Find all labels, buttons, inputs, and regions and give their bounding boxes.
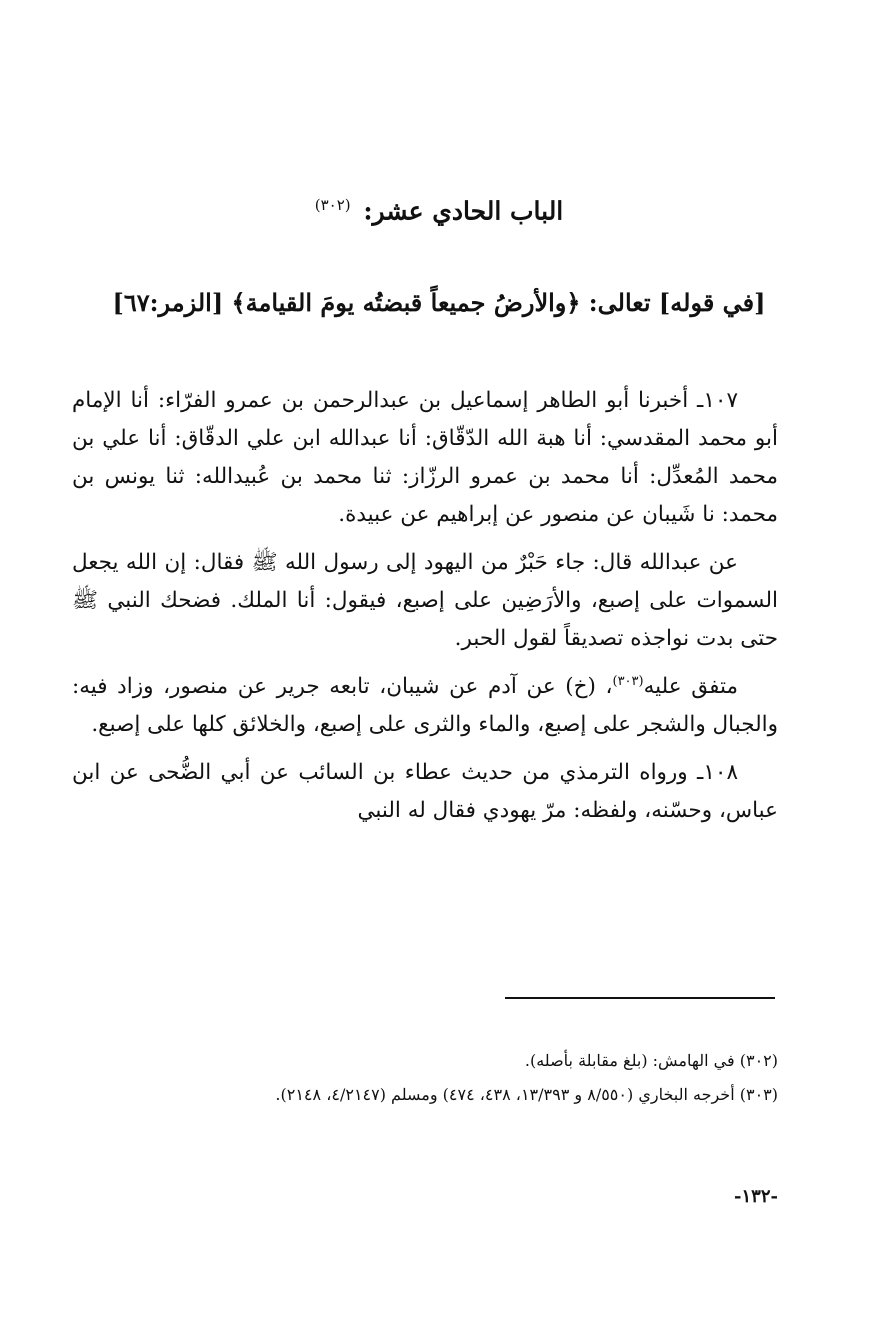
takhrij-text-end: ، (خ) عن آدم عن شيبان، تابعه جرير عن منصور، وزاد فيه: والجبال والشجر على إصبع، والماء والثرى على إصبع، والخلائق كلها على إصبع. [72,674,778,737]
hadith-paragraph: ١٠٧ـ أخبرنا أبو الطاهر إسماعيل بن عبدالرحمن بن عمرو الفرّاء: أنا الإمام أبو محمد المقدسي: أنا هبة الله الدّقّاق: أنا عبدالله ابن علي الدقّاق: أنا علي بن محمد المُعدِّل: أنا محمد بن عمرو الرزّاز: ثنا محمد بن عُبيدالله: ثنا يونس بن محمد: نا شَيبان عن منصور عن إبراهيم عن عبيدة. [72,388,778,527]
footnotes [104,1044,778,1112]
hadith-paragraph: عن عبدالله قال: جاء حَبْرٌ من اليهود إلى رسول الله ﷺ فقال: إن الله يجعل السموات على إصبع، والأرَضِين على إصبع، فيقول: أنا الملك. فضحك النبي ﷺ حتى بدت نواجذه تصديقاً لقول الحبر. [72,550,778,651]
chapter-title-text: الباب الحادي عشر: [363,196,564,226]
takhrij-text-start: متفق عليه [643,674,739,699]
footnote-marker: (٣٠٣) [612,673,644,689]
takhrij-paragraph [72,668,778,744]
page-number: -١٣٢- [734,1186,778,1207]
footnote: (٣٠٣) أخرجه البخاري (٨/٥٥٠ و ١٣/٣٩٣، ٤٣٨، ٤٧٤) ومسلم (٤/٢١٤٧، ٢١٤٨). [275,1085,778,1104]
footnote-marker: (٣٠٢) [314,196,351,214]
hadith-paragraph: ١٠٨ـ ورواه الترمذي من حديث عطاء بن السائب عن أبي الضُّحى عن ابن عباس، وحسّنه، ولفظه: مرّ يهودي فقال له النبي [72,760,778,823]
main-text [72,382,778,840]
footnote-separator [505,997,775,999]
chapter-title [70,196,808,225]
footnote: (٣٠٢) في الهامش: (بلغ مقابلة بأصله). [524,1051,778,1070]
chapter-subtitle: [في قوله] تعالى: ﴿والأرضُ جميعاً قبضتُه يومَ القيامة﴾ [الزمر:٦٧] [112,288,766,317]
